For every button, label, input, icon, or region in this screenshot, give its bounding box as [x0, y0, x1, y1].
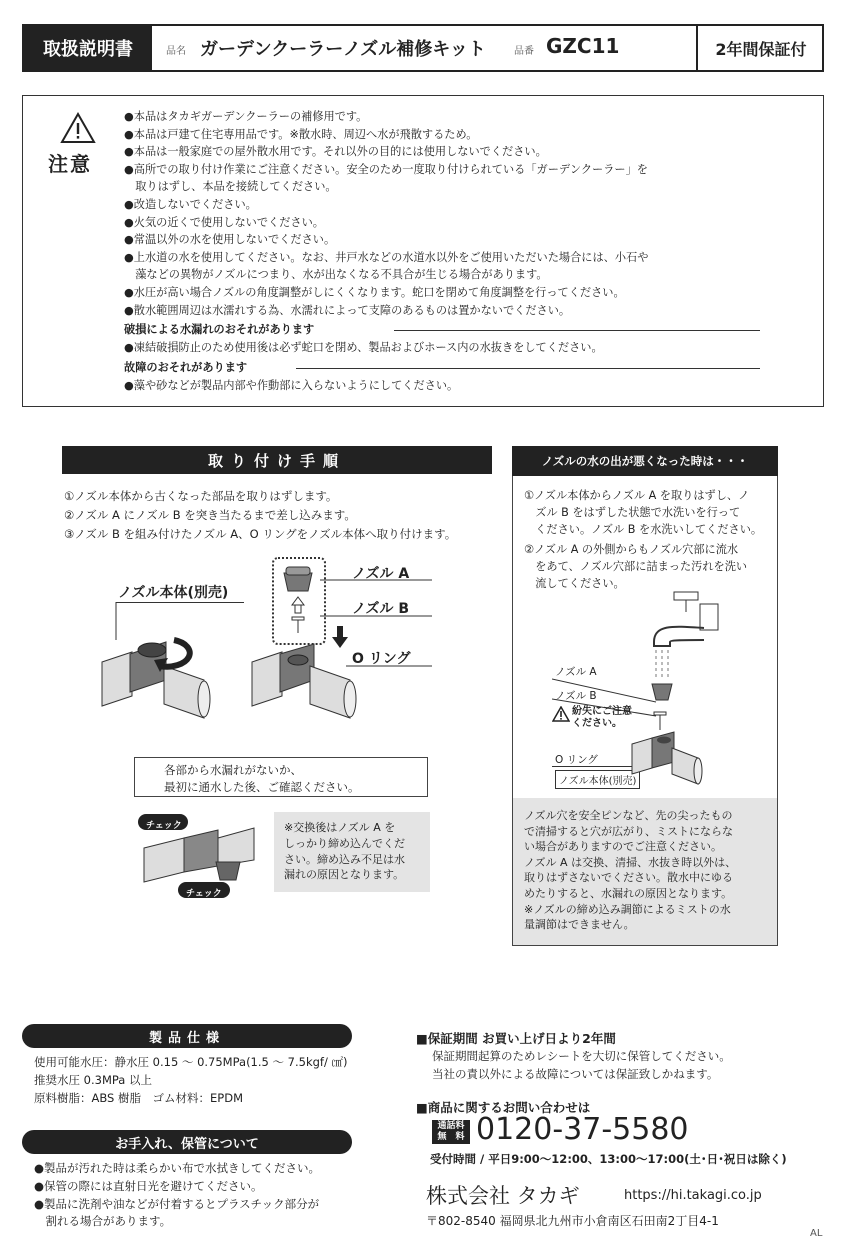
nozzle-a-label: ノズル A: [555, 666, 597, 678]
caution-item: 藻などの異物がノズルにつまり、水が出なくなる不具合が生じる場合があります。: [124, 268, 548, 282]
caution-item: ●高所での取り付け作業にご注意ください。安全のため一度取り付けられている「ガーデンクーラー」を: [124, 162, 648, 176]
caution-item: ●本品は戸建て住宅専用品です。※散水時、周辺へ水が飛散するため。: [124, 127, 478, 141]
product-name: ガーデンクーラーノズル補修キット: [200, 39, 486, 60]
caution-item: ●藻や砂などが製品内部や作動部に入らないようにしてください。: [124, 379, 459, 392]
document-type: 取扱説明書: [24, 26, 152, 70]
care-line: ●製品が汚れた時は柔らかい布で水拭きしてください。: [34, 1161, 321, 1175]
specs-title: 製品仕様: [22, 1024, 352, 1048]
note-line: ノズル A は交換、清掃、水抜き時以外は、: [524, 855, 737, 869]
trouble-title: ノズルの水の出が悪くなった時は・・・: [512, 446, 778, 476]
spec-line: 推奨水圧 0.3MPa 以上: [34, 1073, 152, 1087]
note-line: ノズル穴を安全ピンなど、先の尖ったもの: [524, 809, 733, 822]
step-line: をあて、ノズル穴部に詰まった汚れを洗い: [524, 560, 748, 573]
care-title: お手入れ、保管について: [22, 1130, 352, 1154]
caution-item: ●常温以外の水を使用しないでください。: [124, 233, 336, 247]
caution-item: ●凍結破損防止のため使用後は必ず蛇口を閉め、製品およびホース内の水抜きをしてください。: [124, 341, 603, 354]
caution-item: ●火気の近くで使用しないでください。: [124, 215, 324, 229]
trouble-note: [524, 808, 774, 933]
nozzle-assembly-illustration: [248, 640, 360, 730]
check-label: チェック: [146, 821, 182, 831]
note-line: で清掃すると穴が広がり、ミストにならな: [524, 824, 733, 838]
step-line: ズル B をはずした状態で水洗いを行って: [524, 506, 741, 519]
product-label: 品名: [166, 46, 186, 57]
badge-line: 無 料: [437, 1132, 465, 1142]
note-line: 取りはずさないでください。散水中にゆる: [524, 871, 733, 885]
note-line: 量調節はできません。: [524, 918, 635, 932]
phone-number[interactable]: 0120-37-5580: [476, 1112, 689, 1147]
caution-item: ●散水範囲周辺は水濡れする為、水濡れによって支障のあるものは置かないでください。: [124, 303, 571, 317]
leak-check-note: [164, 762, 360, 796]
badge-line: 通話料: [437, 1121, 465, 1131]
install-step: ①ノズル本体から古くなった部品を取りはずします。: [64, 489, 338, 503]
nozzle-a-b-illustration: [278, 561, 318, 637]
torque-note-line: さい。締め込み不足は水: [284, 852, 405, 866]
torque-note: [284, 820, 405, 883]
contact-heading: ■商品に関するお問い合わせは: [416, 1100, 591, 1115]
divider: [394, 330, 760, 331]
care-line: 割れる場合があります。: [34, 1214, 172, 1228]
lost-warning-line: 紛失にご注意: [572, 706, 632, 717]
torque-note-line: ※交換後はノズル A を: [284, 821, 396, 834]
nozzle-a-label: ノズル A: [352, 566, 410, 582]
business-hours: 受付時間 / 平日9:00～12:00、13:00～17:00(土･日･祝日は除く): [430, 1152, 787, 1166]
install-title: 取り付け手順: [62, 446, 492, 474]
o-ring-label: O リング: [352, 651, 411, 667]
nozzle-body-label: ノズル本体(別売): [118, 585, 229, 601]
caution-item: ●改造しないでください。: [124, 198, 257, 211]
warranty-line: 保証期間起算のためレシートを大切に保管してください。: [432, 1049, 731, 1063]
note-line: い場合がありますのでご注意ください。: [524, 840, 722, 854]
header-bar: [22, 24, 824, 72]
caution-item: 取りはずし、本品を接続してください。: [124, 180, 337, 194]
nozzle-body-illustration: [96, 600, 216, 730]
nozzle-body-illustration: [628, 728, 704, 790]
check-label: チェック: [186, 889, 222, 899]
nozzle-b-label: ノズル B: [352, 601, 409, 617]
warranty-heading: ■保証期間 お買い上げ日より2年間: [416, 1031, 616, 1046]
model-number: GZC11: [546, 34, 620, 58]
lost-warning: [572, 706, 632, 730]
caution-item: ●上水道の水を使用してください。なお、井戸水などの水道水以外をご使用いただいた場合には、小石や: [124, 250, 649, 264]
caution-item: ●本品はタカギガーデンクーラーの補修用です。: [124, 110, 368, 123]
caution-label: 注意: [48, 152, 92, 176]
step-line: ①ノズル本体からノズル A を取りはずし、ノ: [524, 489, 750, 502]
trouble-step-2: [524, 541, 747, 592]
damage-heading: 破損による水漏れのおそれがあります: [124, 323, 315, 336]
step-line: ②ノズル A の外側からもノズル穴部に流水: [524, 543, 739, 556]
divider: [296, 368, 760, 369]
company-address: 〒802-8540 福岡県北九州市小倉南区石田南2丁目4-1: [426, 1214, 719, 1228]
leak-note-line: 最初に通水した後、ご確認ください。: [164, 780, 360, 794]
nozzle-b-label: ノズル B: [555, 690, 597, 702]
warranty-line: 当社の責以外による故障については保証致しかねます。: [432, 1067, 719, 1081]
step-line: ください。ノズル B を水洗いしてください。: [524, 523, 763, 536]
company-name: 株式会社 タカギ: [426, 1184, 580, 1208]
warning-icon: [552, 706, 570, 722]
toll-free-badge: [432, 1120, 470, 1144]
nozzle-body-label: ノズル本体(別売): [555, 770, 640, 789]
step-line: 流してください。: [524, 577, 625, 590]
failure-heading: 故障のおそれがあります: [124, 361, 248, 374]
note-line: ※ノズルの締め込み調節によるミストの水: [524, 902, 731, 916]
model-label: 品番: [514, 46, 534, 57]
warning-icon: [60, 112, 96, 144]
install-step: ③ノズル B を組み付けたノズル A、O リングをノズル本体へ取り付けます。: [64, 527, 457, 541]
caution-item: ●水圧が高い場合ノズルの角度調整がしにくくなります。蛇口を閉めて角度調整を行ってください。: [124, 286, 625, 299]
care-line: ●保管の際には直射日光を避けてください。: [34, 1179, 263, 1193]
torque-note-line: しっかり締め込んでくだ: [284, 836, 405, 850]
o-ring-label: O リング: [555, 754, 598, 766]
leak-note-line: 各部から水漏れがないか、: [164, 763, 302, 777]
install-step: ②ノズル A にノズル B を突き当たるまで差し込みます。: [64, 508, 356, 522]
torque-note-line: 漏れの原因となります。: [284, 868, 405, 882]
care-line: ●製品に洗剤や油などが付着するとプラスチック部分が: [34, 1197, 320, 1211]
warranty-badge: 2年間保証付: [696, 26, 824, 70]
note-line: めたりすると、水漏れの原因となります。: [524, 886, 733, 900]
caution-item: ●本品は一般家庭での屋外散水用です。それ以外の目的には使用しないでください。: [124, 145, 547, 159]
website-link[interactable]: https://hi.takagi.co.jp: [624, 1188, 762, 1203]
lost-warning-line: ください。: [572, 718, 622, 729]
spec-line: 原料樹脂：ABS 樹脂 ゴム材料：EPDM: [34, 1091, 243, 1105]
spec-line: 使用可能水圧：静水圧 0.15 ～ 0.75MPa(1.5 ～ 7.5kgf/ ㎠): [34, 1055, 348, 1069]
trouble-step-1: [524, 487, 762, 538]
doc-code: AL: [810, 1228, 823, 1239]
